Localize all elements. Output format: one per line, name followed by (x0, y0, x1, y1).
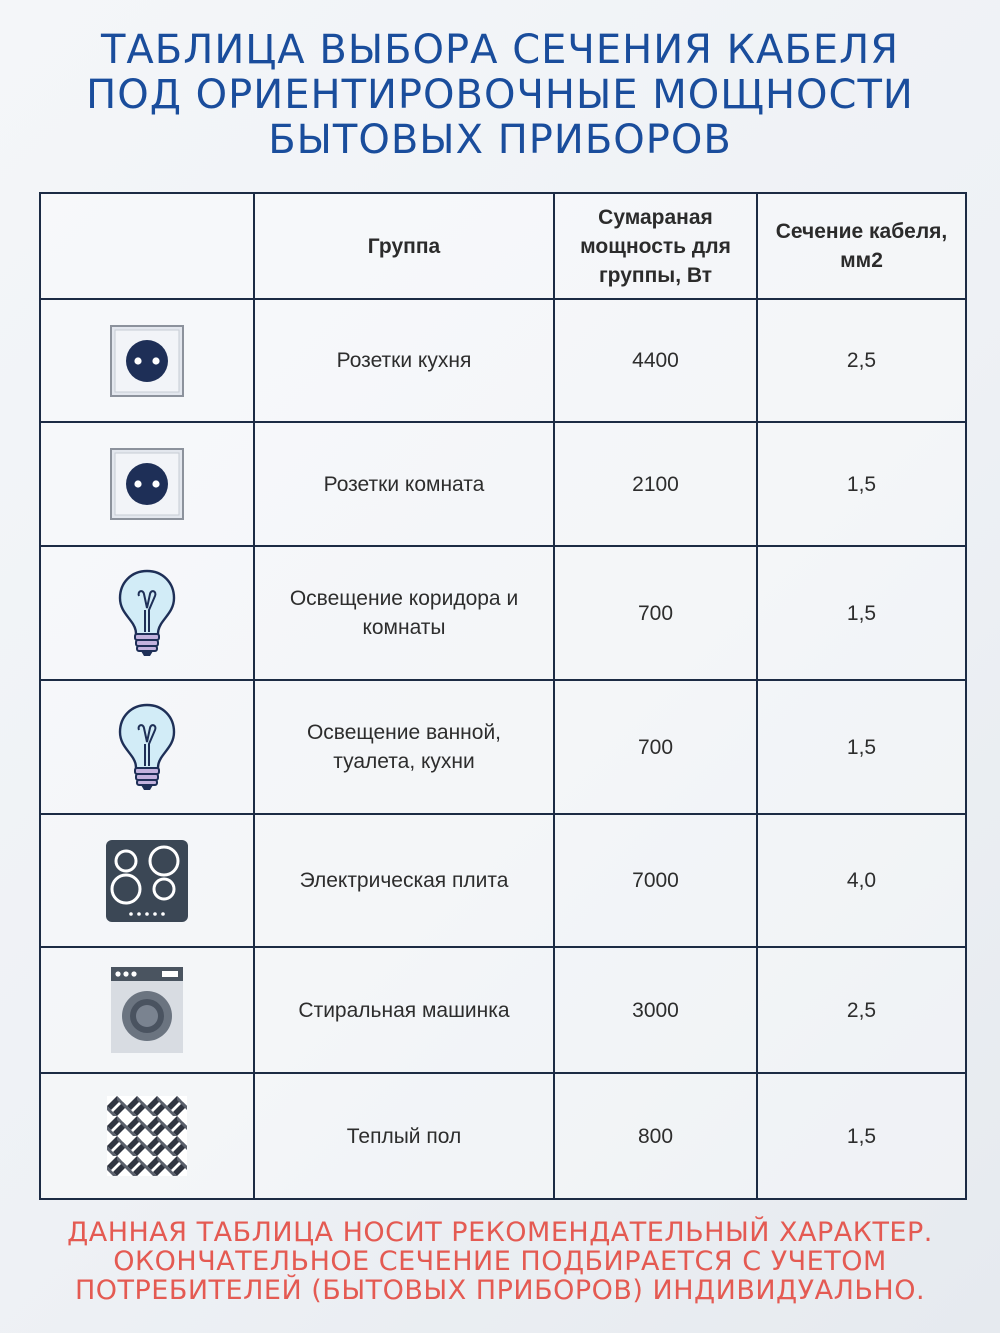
table-row (40, 546, 966, 680)
row-group (254, 814, 554, 947)
row-group (254, 546, 554, 680)
row-group-line-1: Электрическая плита (299, 869, 509, 892)
row-power: 4400 (554, 299, 757, 422)
row-icon-cell (40, 422, 254, 546)
row-section: 2,5 (757, 947, 966, 1073)
row-group-line-1: Освещение коридора и (289, 587, 519, 610)
header-section-line-2: мм2 (840, 249, 883, 272)
note-line-1: ДАННАЯ ТАБЛИЦА НОСИТ РЕКОМЕНДАТЕЛЬНЫЙ ХАРАКТЕР. (67, 1217, 933, 1248)
disclaimer-note (0, 1218, 1000, 1305)
row-section: 1,5 (757, 422, 966, 546)
row-group-line-1: Розетки кухня (336, 349, 472, 372)
note-line-3: ПОТРЕБИТЕЛЕЙ (БЫТОВЫХ ПРИБОРОВ) ИНДИВИДУАЛЬНО. (74, 1275, 926, 1306)
header-section (757, 193, 966, 299)
row-power: 3000 (554, 947, 757, 1073)
title-line-2: ПОД ОРИЕНТИРОВОЧНЫЕ МОЩНОСТИ (86, 72, 914, 118)
table-row (40, 299, 966, 422)
row-section: 1,5 (757, 546, 966, 680)
row-icon-cell (40, 947, 254, 1073)
row-group (254, 1073, 554, 1199)
cable-section-table (39, 192, 967, 1200)
row-group-line-1: Розетки комната (323, 472, 485, 496)
table-row (40, 680, 966, 814)
table-row (40, 422, 966, 546)
row-group (254, 299, 554, 422)
row-section: 1,5 (757, 680, 966, 814)
row-section: 2,5 (757, 299, 966, 422)
header-power-line-1: Сумараная (598, 205, 713, 229)
washing-machine-icon (110, 966, 184, 1054)
light-bulb-icon (117, 568, 177, 658)
row-group (254, 680, 554, 814)
table-row (40, 814, 966, 947)
note-line-2: ОКОНЧАТЕЛЬНОЕ СЕЧЕНИЕ ПОДБИРАЕТСЯ С УЧЕТОМ (113, 1246, 887, 1277)
page-title (0, 28, 1000, 163)
header-power (554, 193, 757, 299)
title-line-3: БЫТОВЫХ ПРИБОРОВ (268, 117, 732, 163)
row-group-line-2: комнаты (362, 616, 446, 639)
row-power: 2100 (554, 422, 757, 546)
table-row (40, 1073, 966, 1199)
row-icon-cell (40, 814, 254, 947)
row-section: 1,5 (757, 1073, 966, 1199)
header-power-line-2: мощность для (580, 234, 731, 258)
row-group-line-1: Стиральная машинка (298, 998, 510, 1022)
row-power: 800 (554, 1073, 757, 1199)
heated-floor-icon (107, 1096, 187, 1176)
row-group-line-1: Теплый пол (346, 1124, 462, 1148)
header-icon-cell (40, 193, 254, 299)
row-group (254, 422, 554, 546)
title-line-1: ТАБЛИЦА ВЫБОРА СЕЧЕНИЯ КАБЕЛЯ (101, 27, 899, 73)
header-group (254, 193, 554, 299)
electric-stove-icon (105, 839, 189, 923)
table-row (40, 947, 966, 1073)
row-group-line-2: туалета, кухни (333, 750, 475, 773)
row-icon-cell (40, 546, 254, 680)
row-icon-cell (40, 299, 254, 422)
header-group-label: Группа (367, 234, 441, 258)
header-power-line-3: группы, Вт (598, 263, 713, 287)
row-icon-cell (40, 680, 254, 814)
row-icon-cell (40, 1073, 254, 1199)
row-power: 700 (554, 546, 757, 680)
row-section: 4,0 (757, 814, 966, 947)
power-socket-icon (110, 325, 184, 397)
row-power: 7000 (554, 814, 757, 947)
power-socket-icon (110, 448, 184, 520)
row-group (254, 947, 554, 1073)
light-bulb-icon (117, 702, 177, 792)
row-power: 700 (554, 680, 757, 814)
table-header-row (40, 193, 966, 299)
header-section-line-1: Сечение кабеля, (775, 220, 948, 243)
row-group-line-1: Освещение ванной, (306, 721, 502, 744)
